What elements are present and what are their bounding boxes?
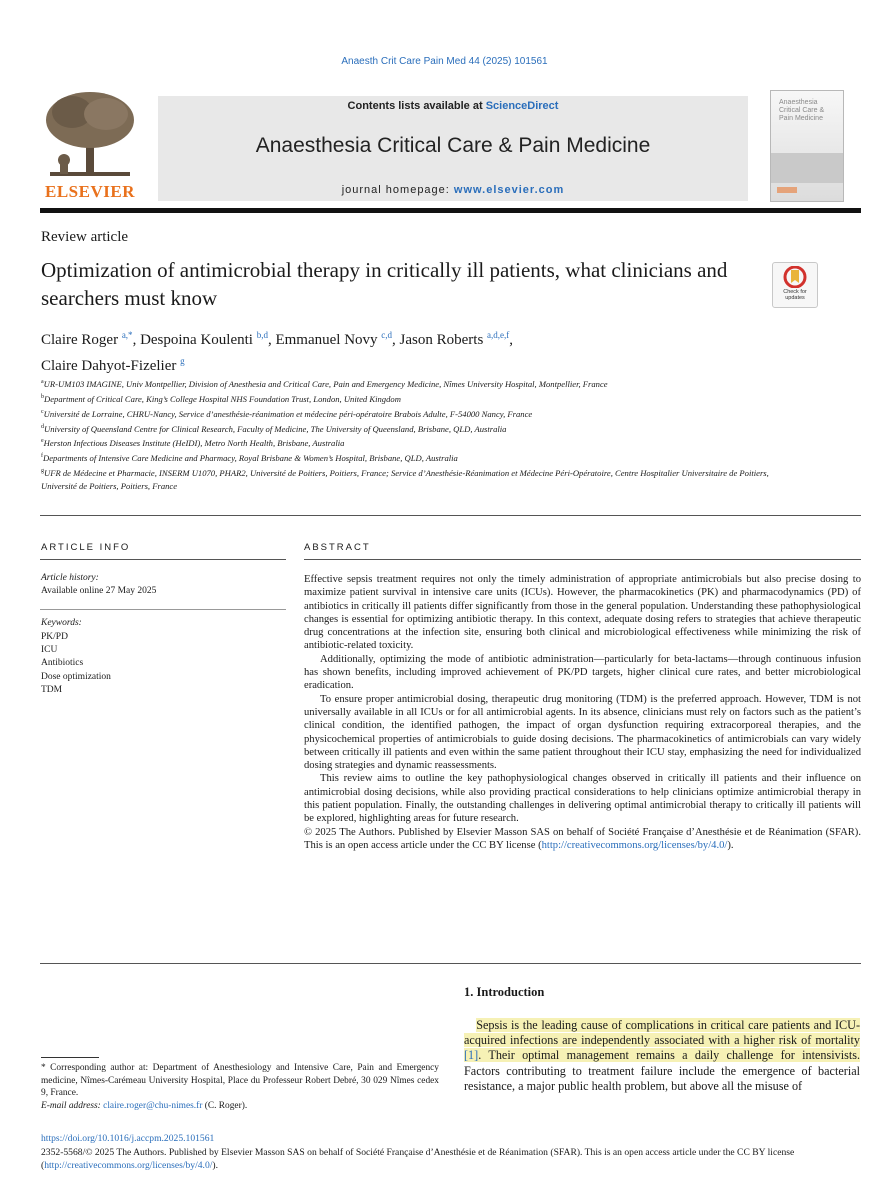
article-history-label: Article history: xyxy=(41,573,99,583)
author-separator: , xyxy=(509,332,514,348)
homepage-prefix: journal homepage: xyxy=(341,184,454,196)
check-updates-icon xyxy=(783,266,807,288)
affiliation-key: f xyxy=(41,453,43,460)
footnote-email-line xyxy=(41,1100,439,1113)
copyright-license-link[interactable]: http://creativecommons.org/licenses/by/4.0/ xyxy=(541,839,728,851)
keyword-item: ICU xyxy=(41,645,58,656)
author-affiliation-marks[interactable]: g xyxy=(180,356,185,366)
affiliation-text: University of Queensland Centre for Clinical Research, Faculty of Medicine, The University of Queensland, Brisbane, QLD, Australia xyxy=(44,423,507,434)
doi-link[interactable] xyxy=(41,1133,214,1144)
section-divider xyxy=(40,515,861,516)
license-link[interactable]: http://creativecommons.org/licenses/by/4.0/ xyxy=(44,1160,213,1171)
author-name: Jason Roberts xyxy=(399,332,484,348)
article-title: Optimization of antimicrobial therapy in critically ill patients, what clinicians and searchers must know xyxy=(41,258,728,310)
author-name: Claire Dahyot-Fizelier xyxy=(41,358,177,374)
cover-title: Anaesthesia Critical Care & Pain Medicine xyxy=(779,99,825,122)
article-info-rule xyxy=(40,559,286,560)
abstract-paragraph: Additionally, optimizing the mode of antibiotic administration—particularly for beta-lactams—through continuous infusion has shown benefits, including improved achievement of PK/PD targets, higher clinical cure rates, and better microbiological eradication. xyxy=(304,653,861,692)
affiliation-item xyxy=(41,421,801,436)
article-type: Review article xyxy=(41,229,129,245)
abstract-rule xyxy=(304,559,861,560)
footnote-rule xyxy=(41,1057,99,1058)
email-suffix: (C. Roger). xyxy=(202,1100,248,1111)
intro-text: Factors contributing to treatment failure include the emergence of bacterial resistance, a major public health problem, but above all the misuse of xyxy=(464,1063,860,1093)
corresponding-author-footnote xyxy=(41,1062,439,1112)
affiliation-text: UFR de Médecine et Pharmacie, INSERM U1070, PHAR2, Université de Poitiers, Poitiers, France; Service d’Anesthésie-Réanimation et Médecine Péri-Opératoire, Centre Hospitalier Universitaire de Poitiers, Université de Poitiers, Poitiers, France xyxy=(41,468,769,492)
license-statement xyxy=(41,1146,861,1172)
introduction-heading: 1. Introduction xyxy=(464,985,545,999)
affiliation-key: c xyxy=(41,408,44,415)
article-history-value: Available online 27 May 2025 xyxy=(41,586,157,596)
affiliation-item xyxy=(41,465,801,493)
affiliation-item xyxy=(41,406,801,421)
intro-highlighted-text: . Their optimal management remains a daily challenge for intensivists. xyxy=(478,1048,860,1063)
license-text: 2352-5568/© 2025 The Authors. Published by Elsevier Masson SAS on behalf of Société Française d’Anesthésie et de Réanimation (SFAR). This is an open access article under the CC BY license ( xyxy=(41,1147,795,1171)
author-separator: , xyxy=(132,332,141,348)
masthead xyxy=(40,90,861,202)
contents-prefix: Contents lists available at xyxy=(347,100,486,112)
author-name: Emmanuel Novy xyxy=(275,332,378,348)
homepage-link[interactable]: www.elsevier.com xyxy=(453,184,565,196)
keyword-item: PK/PD xyxy=(41,632,68,642)
author-list xyxy=(41,325,741,377)
author-affiliation-marks[interactable]: b,d xyxy=(256,330,268,340)
author-affiliation-marks[interactable]: a,* xyxy=(121,330,133,340)
elsevier-logo-text: ELSEVIER xyxy=(45,182,135,201)
sciencedirect-link[interactable]: ScienceDirect xyxy=(485,100,559,112)
author-separator: , xyxy=(267,332,276,348)
author[interactable] xyxy=(41,332,133,348)
author[interactable] xyxy=(41,358,185,374)
author[interactable] xyxy=(400,332,510,348)
doi-url[interactable]: https://doi.org/10.1016/j.accpm.2025.101561 xyxy=(41,1133,215,1144)
reference-link[interactable]: [1] xyxy=(464,1048,479,1063)
affiliation-key: e xyxy=(41,438,44,445)
keyword-item: Antibiotics xyxy=(41,658,84,669)
affiliation-text: Herston Infectious Diseases Institute (HeIDI), Metro North Health, Brisbane, Australia xyxy=(43,438,345,449)
affiliation-key: d xyxy=(41,423,44,430)
affiliation-text: Université de Lorraine, CHRU-Nancy, Service d’anesthésie-réanimation et médecine péri-opératoire Brabois Adulte, F-54000 Nancy, France xyxy=(43,408,533,419)
license-suffix: ). xyxy=(212,1160,219,1171)
journal-citation[interactable]: Anaesth Crit Care Pain Med 44 (2025) 101561 xyxy=(341,56,548,67)
abstract-paragraph: Effective sepsis treatment requires not only the timely administration of appropriate antimicrobials but also precise dosing to maximize patient survival in intensive care units (ICUs). However, the pharmacokinetics (PK) and pharmacodynamics (PD) of antibiotics in critically ill patients differ significantly from those in the general population. Understanding these pathophysiological changes is essential for optimizing antibiotic therapy. In this context, adequate dosing refers to strategies that achieve therapeutic drug concentrations at the infection site, ensuring both clinical and microbiological effectiveness while minimizing the risk of antibiotic-related toxicity. xyxy=(304,574,861,652)
article-info-heading: ARTICLE INFO xyxy=(41,542,131,553)
abstract-paragraph: To ensure proper antimicrobial dosing, therapeutic drug monitoring (TDM) is the preferred approach. However, TDM is not universally available in all ICUs or for all antimicrobial agents. In its absence, clinicians must rely on factors such as the patient’s clinical condition, the identified pathogen, the impact of organ dysfunction requiring extracorporeal therapies, and the physicochemical properties of antimicrobials to guide dosing decisions. The pharmacokinetics of antimicrobials can vary widely between critically ill patients and even within the same patient throughout their ICU stay, emphasizing the need for individualized dosing strategies and dynamic reassessments. xyxy=(304,693,861,772)
affiliation-item xyxy=(41,391,801,406)
journal-title: Anaesthesia Critical Care & Pain Medicine xyxy=(255,134,651,157)
article-info-subrule xyxy=(40,609,286,610)
check-updates-label: Check for updates xyxy=(783,289,807,301)
author-affiliation-marks[interactable]: c,d xyxy=(381,330,393,340)
journal-banner xyxy=(158,96,748,201)
author-affiliation-marks[interactable]: a,d,e,f xyxy=(487,330,510,340)
author-name: Claire Roger xyxy=(41,332,119,348)
keywords-label: Keywords: xyxy=(41,618,82,628)
cover-publisher-mark xyxy=(777,187,797,193)
masthead-rule xyxy=(40,208,861,213)
author-separator: , xyxy=(392,332,400,348)
introduction-body xyxy=(464,1018,860,1094)
email-link[interactable]: claire.roger@chu-nimes.fr xyxy=(103,1100,203,1111)
copyright-end: ). xyxy=(727,839,734,851)
affiliation-key: g xyxy=(41,468,44,475)
author[interactable] xyxy=(275,332,392,348)
check-for-updates-button[interactable] xyxy=(772,262,818,308)
abstract-body xyxy=(304,573,861,852)
affiliation-item xyxy=(41,450,801,465)
footnote-text: * Corresponding author at: Department of Anesthesiology and Intensive Care, Pain and Emergency medicine, Nîmes-Carémeau University Hospital, Place du Professeur Robert Debré, 30 029 Nîmes cedex 9, France. xyxy=(41,1063,439,1099)
affiliations xyxy=(41,376,801,493)
affiliation-text: Departments of Intensive Care Medicine and Pharmacy, Royal Brisbane & Women’s Hospital, Brisbane, QLD, Australia xyxy=(43,453,458,464)
affiliation-text: UR-UM103 IMAGINE, Univ Montpellier, Division of Anesthesia and Critical Care, Pain and Emergency Medicine, Nîmes University Hospital, Montpellier, France xyxy=(43,378,608,389)
copyright-text: © 2025 The Authors. Published by Elsevier Masson SAS on behalf of Société Française d’Anesthésie et de Réanimation (SFAR). This is an open access article under the CC BY license ( xyxy=(304,826,861,851)
affiliation-text: Department of Critical Care, King’s College Hospital NHS Foundation Trust, London, United Kingdom xyxy=(44,393,401,404)
author-name: Despoina Koulenti xyxy=(140,332,253,348)
journal-homepage xyxy=(158,184,748,196)
abstract-copyright xyxy=(304,826,861,853)
journal-cover-thumbnail[interactable] xyxy=(770,90,844,202)
section-divider xyxy=(40,963,861,964)
intro-highlighted-text: Sepsis is the leading cause of complications in critical care patients and ICU-acquired infections are independently associated with a higher risk of mortality xyxy=(464,1018,860,1048)
keyword-item: TDM xyxy=(41,684,63,695)
affiliation-key: b xyxy=(41,393,44,400)
affiliation-key: a xyxy=(41,379,44,385)
contents-line xyxy=(158,100,748,112)
author[interactable] xyxy=(140,332,268,348)
keyword-item: Dose optimization xyxy=(41,671,111,682)
abstract-paragraph: This review aims to outline the key pathophysiological changes observed in critically ill patients and their influence on antimicrobial dosing decisions, while also providing practical considerations to help clinicians optimize antimicrobial therapy in this patient population. Finally, the outstanding challenges in delivering optimal antimicrobial therapy to critically ill patients will be explored, highlighting areas for future research. xyxy=(304,773,861,825)
cover-image-strip xyxy=(771,153,843,183)
abstract-heading: ABSTRACT xyxy=(304,542,371,553)
keywords-list xyxy=(41,631,111,697)
affiliation-item xyxy=(41,376,801,391)
affiliation-item xyxy=(41,435,801,450)
email-label: E-mail address: xyxy=(41,1100,104,1111)
